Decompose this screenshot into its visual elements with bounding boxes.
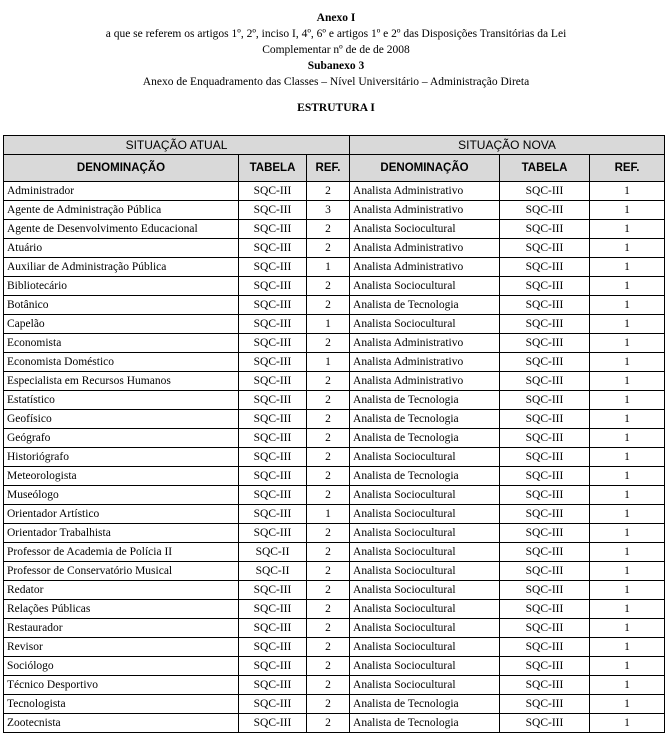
cell-current-table: SQC-III <box>239 372 307 391</box>
cell-new-denomination: Analista de Tecnologia <box>350 695 500 714</box>
cell-new-table: SQC-III <box>500 258 590 277</box>
cell-new-table: SQC-III <box>500 315 590 334</box>
annex-reference-line: a que se referem os artigos 1º, 2º, inciso I, 4º, 6º e artigos 1º e 2º das Disposições Transitórias da Lei <box>105 28 567 40</box>
structure-title: ESTRUTURA I <box>297 102 375 114</box>
table-row <box>4 372 665 391</box>
group-header-current: SITUAÇÃO ATUAL <box>4 136 350 155</box>
cell-new-denomination: Analista Administrativo <box>350 372 500 391</box>
cell-new-ref: 1 <box>590 505 665 524</box>
cell-current-table: SQC-III <box>239 581 307 600</box>
cell-new-table: SQC-III <box>500 467 590 486</box>
cell-new-ref: 1 <box>590 258 665 277</box>
cell-current-ref: 2 <box>307 714 350 733</box>
cell-new-table: SQC-III <box>500 334 590 353</box>
cell-current-table: SQC-III <box>239 353 307 372</box>
cell-new-denomination: Analista de Tecnologia <box>350 391 500 410</box>
cell-current-ref: 2 <box>307 467 350 486</box>
cell-current-ref: 2 <box>307 543 350 562</box>
cell-current-table: SQC-III <box>239 296 307 315</box>
cell-new-table: SQC-III <box>500 239 590 258</box>
table-row <box>4 543 665 562</box>
table-row <box>4 600 665 619</box>
cell-new-ref: 1 <box>590 296 665 315</box>
cell-current-table: SQC-III <box>239 619 307 638</box>
cell-new-ref: 1 <box>590 448 665 467</box>
cell-new-denomination: Analista Sociocultural <box>350 619 500 638</box>
cell-new-ref: 1 <box>590 239 665 258</box>
cell-current-denomination: Estatístico <box>4 391 239 410</box>
cell-new-denomination: Analista Sociocultural <box>350 524 500 543</box>
column-header-new-ref: REF. <box>590 155 665 182</box>
cell-new-ref: 1 <box>590 638 665 657</box>
table-row <box>4 676 665 695</box>
cell-current-table: SQC-III <box>239 220 307 239</box>
cell-new-table: SQC-III <box>500 296 590 315</box>
cell-new-table: SQC-III <box>500 277 590 296</box>
cell-current-ref: 1 <box>307 353 350 372</box>
cell-new-ref: 1 <box>590 695 665 714</box>
cell-new-denomination: Analista Sociocultural <box>350 486 500 505</box>
cell-current-ref: 2 <box>307 638 350 657</box>
cell-current-denomination: Historiógrafo <box>4 448 239 467</box>
table-row <box>4 467 665 486</box>
cell-current-denomination: Atuário <box>4 239 239 258</box>
cell-current-ref: 1 <box>307 315 350 334</box>
cell-current-ref: 3 <box>307 201 350 220</box>
cell-current-ref: 2 <box>307 182 350 201</box>
cell-current-table: SQC-III <box>239 410 307 429</box>
cell-current-denomination: Economista <box>4 334 239 353</box>
table-body <box>4 182 665 733</box>
table-row <box>4 258 665 277</box>
cell-current-ref: 2 <box>307 524 350 543</box>
cell-current-denomination: Geofísico <box>4 410 239 429</box>
cell-new-denomination: Analista Sociocultural <box>350 543 500 562</box>
cell-current-ref: 2 <box>307 296 350 315</box>
cell-new-denomination: Analista de Tecnologia <box>350 410 500 429</box>
cell-current-denomination: Economista Doméstico <box>4 353 239 372</box>
column-header-current-table: TABELA <box>239 155 307 182</box>
table-row <box>4 638 665 657</box>
cell-current-ref: 2 <box>307 220 350 239</box>
cell-current-table: SQC-III <box>239 600 307 619</box>
annex-title: Anexo I <box>316 12 356 24</box>
table-row <box>4 695 665 714</box>
table-row <box>4 277 665 296</box>
cell-new-table: SQC-III <box>500 410 590 429</box>
table-row <box>4 657 665 676</box>
cell-new-denomination: Analista Sociocultural <box>350 581 500 600</box>
cell-new-ref: 1 <box>590 372 665 391</box>
cell-current-denomination: Relações Públicas <box>4 600 239 619</box>
cell-current-denomination: Bibliotecário <box>4 277 239 296</box>
cell-new-ref: 1 <box>590 429 665 448</box>
cell-new-ref: 1 <box>590 353 665 372</box>
document-header <box>0 10 672 116</box>
cell-current-table: SQC-III <box>239 467 307 486</box>
table-row <box>4 353 665 372</box>
cell-new-ref: 1 <box>590 524 665 543</box>
cell-current-ref: 2 <box>307 619 350 638</box>
table-row <box>4 220 665 239</box>
column-header-current-denomination: DENOMINAÇÃO <box>4 155 239 182</box>
cell-new-denomination: Analista de Tecnologia <box>350 296 500 315</box>
table-row <box>4 524 665 543</box>
cell-new-table: SQC-III <box>500 429 590 448</box>
cell-new-denomination: Analista Sociocultural <box>350 638 500 657</box>
cell-current-table: SQC-II <box>239 543 307 562</box>
cell-new-ref: 1 <box>590 676 665 695</box>
cell-new-denomination: Analista Sociocultural <box>350 562 500 581</box>
cell-new-ref: 1 <box>590 201 665 220</box>
cell-new-ref: 1 <box>590 619 665 638</box>
table-row <box>4 619 665 638</box>
cell-current-table: SQC-II <box>239 562 307 581</box>
cell-current-ref: 2 <box>307 372 350 391</box>
cell-current-denomination: Zootecnista <box>4 714 239 733</box>
cell-new-denomination: Analista Administrativo <box>350 334 500 353</box>
cell-current-table: SQC-III <box>239 638 307 657</box>
cell-new-table: SQC-III <box>500 182 590 201</box>
cell-current-denomination: Museólogo <box>4 486 239 505</box>
cell-new-denomination: Analista Administrativo <box>350 201 500 220</box>
cell-new-denomination: Analista Sociocultural <box>350 600 500 619</box>
cell-current-table: SQC-III <box>239 657 307 676</box>
cell-current-denomination: Redator <box>4 581 239 600</box>
cell-new-table: SQC-III <box>500 543 590 562</box>
cell-new-table: SQC-III <box>500 581 590 600</box>
cell-current-table: SQC-III <box>239 505 307 524</box>
cell-current-ref: 2 <box>307 429 350 448</box>
cell-current-ref: 2 <box>307 277 350 296</box>
cell-new-denomination: Analista Administrativo <box>350 182 500 201</box>
cell-current-ref: 2 <box>307 676 350 695</box>
table-row <box>4 239 665 258</box>
cell-current-ref: 2 <box>307 486 350 505</box>
group-header-new: SITUAÇÃO NOVA <box>350 136 665 155</box>
column-header-new-table: TABELA <box>500 155 590 182</box>
cell-new-ref: 1 <box>590 581 665 600</box>
cell-current-table: SQC-III <box>239 695 307 714</box>
cell-current-ref: 1 <box>307 258 350 277</box>
annex-law-line: Complementar nº de de de 2008 <box>262 44 410 56</box>
cell-current-table: SQC-III <box>239 429 307 448</box>
cell-new-table: SQC-III <box>500 638 590 657</box>
cell-current-table: SQC-III <box>239 201 307 220</box>
table-row <box>4 182 665 201</box>
cell-current-denomination: Sociólogo <box>4 657 239 676</box>
cell-new-table: SQC-III <box>500 505 590 524</box>
cell-current-denomination: Botânico <box>4 296 239 315</box>
cell-new-ref: 1 <box>590 410 665 429</box>
cell-current-table: SQC-III <box>239 524 307 543</box>
cell-current-ref: 2 <box>307 448 350 467</box>
cell-current-ref: 2 <box>307 410 350 429</box>
table-row <box>4 296 665 315</box>
cell-new-denomination: Analista de Tecnologia <box>350 714 500 733</box>
cell-new-table: SQC-III <box>500 448 590 467</box>
table-row <box>4 429 665 448</box>
cell-new-denomination: Analista Sociocultural <box>350 277 500 296</box>
cell-new-table: SQC-III <box>500 619 590 638</box>
cell-new-table: SQC-III <box>500 657 590 676</box>
cell-current-ref: 2 <box>307 581 350 600</box>
cell-new-ref: 1 <box>590 562 665 581</box>
table-row <box>4 486 665 505</box>
cell-current-ref: 1 <box>307 505 350 524</box>
cell-current-ref: 2 <box>307 657 350 676</box>
cell-new-table: SQC-III <box>500 714 590 733</box>
cell-current-table: SQC-III <box>239 182 307 201</box>
cell-current-denomination: Agente de Administração Pública <box>4 201 239 220</box>
cell-new-table: SQC-III <box>500 562 590 581</box>
cell-new-ref: 1 <box>590 543 665 562</box>
cell-current-ref: 2 <box>307 695 350 714</box>
table-row <box>4 505 665 524</box>
cell-new-ref: 1 <box>590 657 665 676</box>
table-row <box>4 714 665 733</box>
cell-current-denomination: Professor de Academia de Polícia II <box>4 543 239 562</box>
cell-current-ref: 2 <box>307 334 350 353</box>
cell-current-denomination: Revisor <box>4 638 239 657</box>
cell-current-denomination: Administrador <box>4 182 239 201</box>
table-row <box>4 315 665 334</box>
cell-new-table: SQC-III <box>500 600 590 619</box>
cell-new-table: SQC-III <box>500 486 590 505</box>
cell-new-ref: 1 <box>590 600 665 619</box>
subannex-description: Anexo de Enquadramento das Classes – Nível Universitário – Administração Direta <box>142 76 530 88</box>
cell-new-ref: 1 <box>590 467 665 486</box>
cell-new-ref: 1 <box>590 220 665 239</box>
cell-current-ref: 2 <box>307 391 350 410</box>
cell-current-denomination: Tecnologista <box>4 695 239 714</box>
cell-current-table: SQC-III <box>239 277 307 296</box>
cell-current-denomination: Agente de Desenvolvimento Educacional <box>4 220 239 239</box>
cell-new-denomination: Analista Sociocultural <box>350 220 500 239</box>
cell-current-table: SQC-III <box>239 258 307 277</box>
cell-new-ref: 1 <box>590 182 665 201</box>
cell-current-denomination: Meteorologista <box>4 467 239 486</box>
cell-current-table: SQC-III <box>239 315 307 334</box>
cell-new-denomination: Analista Administrativo <box>350 239 500 258</box>
cell-new-ref: 1 <box>590 277 665 296</box>
cell-current-ref: 2 <box>307 239 350 258</box>
cell-current-denomination: Especialista em Recursos Humanos <box>4 372 239 391</box>
cell-current-ref: 2 <box>307 600 350 619</box>
column-header-new-denomination: DENOMINAÇÃO <box>350 155 500 182</box>
cell-new-denomination: Analista Sociocultural <box>350 315 500 334</box>
cell-new-denomination: Analista Administrativo <box>350 353 500 372</box>
cell-new-table: SQC-III <box>500 353 590 372</box>
cell-new-ref: 1 <box>590 714 665 733</box>
classification-table <box>3 135 665 733</box>
cell-new-denomination: Analista de Tecnologia <box>350 467 500 486</box>
cell-new-table: SQC-III <box>500 391 590 410</box>
cell-new-denomination: Analista Sociocultural <box>350 448 500 467</box>
cell-current-denomination: Orientador Trabalhista <box>4 524 239 543</box>
cell-new-ref: 1 <box>590 486 665 505</box>
cell-new-table: SQC-III <box>500 524 590 543</box>
table-row <box>4 562 665 581</box>
cell-current-table: SQC-III <box>239 239 307 258</box>
cell-new-denomination: Analista Sociocultural <box>350 676 500 695</box>
cell-current-denomination: Professor de Conservatório Musical <box>4 562 239 581</box>
table-row <box>4 334 665 353</box>
subannex-title: Subanexo 3 <box>307 60 365 72</box>
table-row <box>4 410 665 429</box>
cell-current-table: SQC-III <box>239 391 307 410</box>
table-row <box>4 448 665 467</box>
cell-new-denomination: Analista de Tecnologia <box>350 429 500 448</box>
cell-current-denomination: Restaurador <box>4 619 239 638</box>
cell-current-table: SQC-III <box>239 448 307 467</box>
cell-new-ref: 1 <box>590 391 665 410</box>
cell-current-table: SQC-III <box>239 676 307 695</box>
cell-new-table: SQC-III <box>500 372 590 391</box>
cell-current-denomination: Orientador Artístico <box>4 505 239 524</box>
table-row <box>4 201 665 220</box>
table-column-header-row <box>4 155 665 182</box>
cell-current-denomination: Técnico Desportivo <box>4 676 239 695</box>
cell-current-denomination: Capelão <box>4 315 239 334</box>
cell-new-ref: 1 <box>590 315 665 334</box>
cell-current-table: SQC-III <box>239 486 307 505</box>
cell-new-denomination: Analista Administrativo <box>350 258 500 277</box>
table-row <box>4 391 665 410</box>
cell-current-ref: 2 <box>307 562 350 581</box>
cell-new-table: SQC-III <box>500 676 590 695</box>
cell-current-table: SQC-III <box>239 334 307 353</box>
cell-current-denomination: Geógrafo <box>4 429 239 448</box>
table-group-header-row <box>4 136 665 155</box>
column-header-current-ref: REF. <box>307 155 350 182</box>
cell-current-denomination: Auxiliar de Administração Pública <box>4 258 239 277</box>
cell-current-table: SQC-III <box>239 714 307 733</box>
cell-new-table: SQC-III <box>500 695 590 714</box>
table-row <box>4 581 665 600</box>
cell-new-denomination: Analista Sociocultural <box>350 657 500 676</box>
cell-new-denomination: Analista Sociocultural <box>350 505 500 524</box>
cell-new-ref: 1 <box>590 334 665 353</box>
cell-new-table: SQC-III <box>500 220 590 239</box>
cell-new-table: SQC-III <box>500 201 590 220</box>
